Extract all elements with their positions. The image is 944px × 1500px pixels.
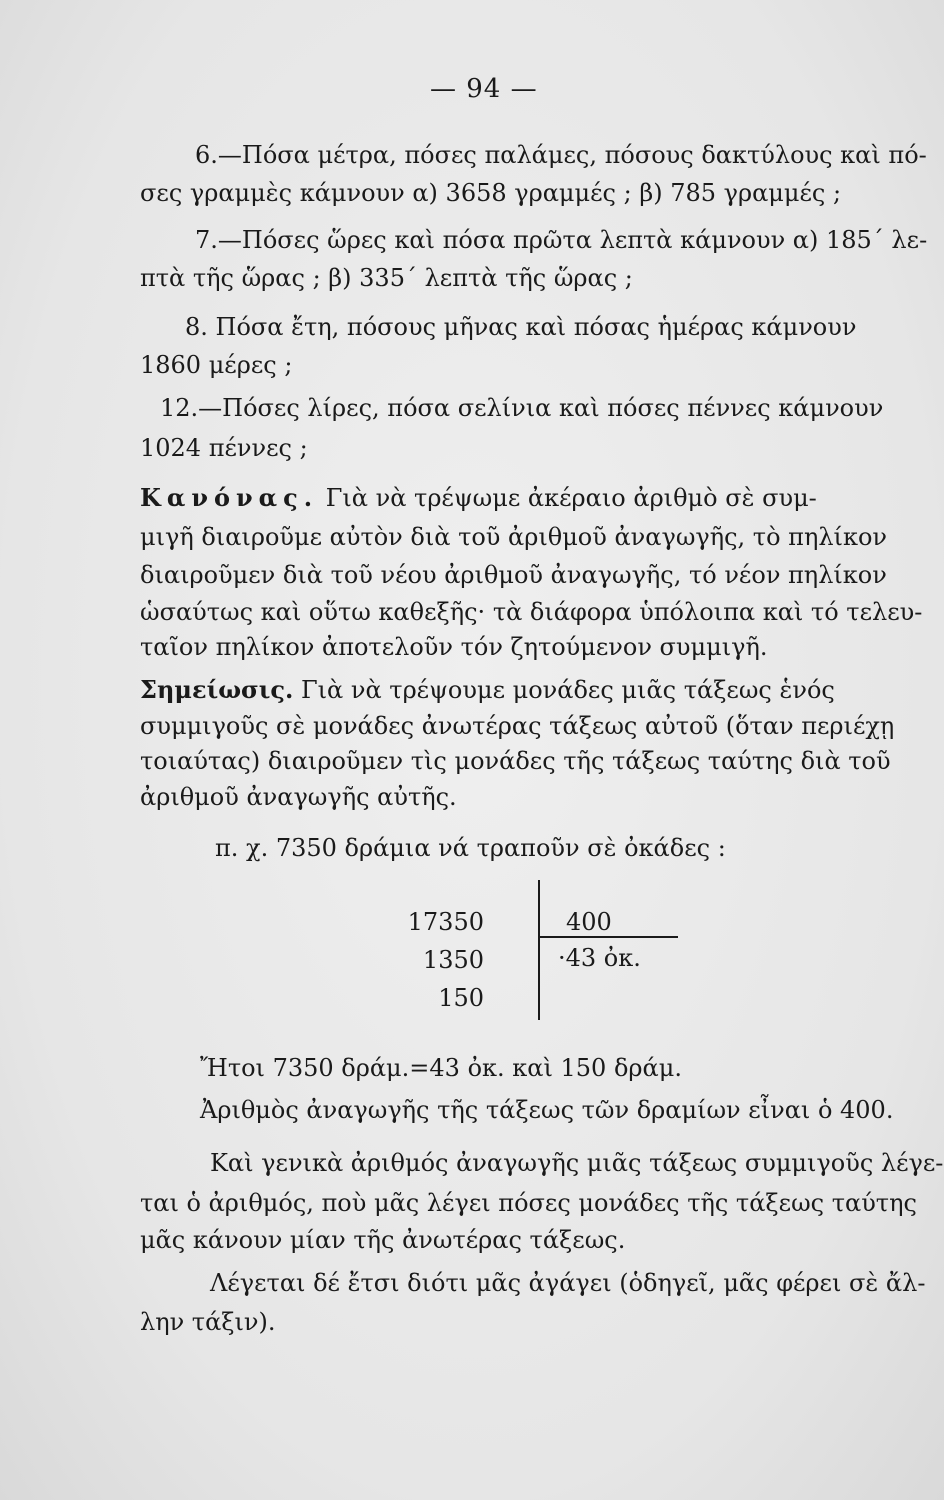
- division-quotient: ·43 ὀκ.: [558, 944, 641, 972]
- example-intro: π. χ. 7350 δράμια νά τραποῦν σὲ ὀκάδες :: [215, 834, 726, 862]
- rule-line-2: μιγῆ διαιροῦμε αὐτὸν διὰ τοῦ ἀριθμοῦ ἀναγωγῆς, τὸ πηλίκον: [140, 523, 887, 551]
- exercise-8-line-2: 1860 μέρες ;: [140, 351, 293, 379]
- result-line-2: Ἀριθμὸς ἀναγωγῆς τῆς τάξεως τῶν δραμίων εἶναι ὁ 400.: [200, 1096, 894, 1124]
- rule-line-1: Γιὰ νὰ τρέψωμε ἀκέραιο ἀριθμὸ σὲ συμ-: [325, 484, 817, 512]
- rule-line-4: ὡσαύτως καὶ οὕτω καθεξῆς· τὰ διάφορα ὑπόλοιπα καὶ τό τελευ-: [140, 598, 923, 626]
- general-line-3: μᾶς κάνουν μίαν τῆς ἀνωτέρας τάξεως.: [140, 1226, 626, 1254]
- exercise-7-line-1: 7.—Πόσες ὥρες καὶ πόσα πρῶτα λεπτὰ κάμνουν α) 185΄ λε-: [195, 226, 928, 254]
- general-line-1: Καὶ γενικὰ ἀριθμός ἀναγωγῆς μιᾶς τάξεως συμμιγοῦς λέγε-: [210, 1149, 944, 1177]
- general-line-2: ται ὁ ἀριθμός, ποὺ μᾶς λέγει πόσες μονάδες τῆς τάξεως ταύτης: [140, 1189, 917, 1217]
- note-line-2: συμμιγοῦς σὲ μονάδες ἀνωτέρας τάξεως αὐτοῦ (ὅταν περιέχῃ: [140, 712, 895, 740]
- rule-line-3: διαιροῦμεν διὰ τοῦ νέου ἀριθμοῦ ἀναγωγῆς, τό νέον πηλίκον: [140, 561, 887, 589]
- note-heading: Σημείωσις.: [140, 675, 294, 704]
- rule-first-line: [140, 483, 817, 513]
- result-line-1: Ἤτοι 7350 δράμ.=43 ὀκ. καὶ 150 δράμ.: [200, 1054, 682, 1082]
- exercise-6-line-1: 6.—Πόσα μέτρα, πόσες παλάμες, πόσους δακτύλους καὶ πό-: [195, 141, 927, 169]
- note-line-4: ἀριθμοῦ ἀναγωγῆς αὐτῆς.: [140, 783, 457, 811]
- note-line-3: τοιαύτας) διαιροῦμεν τὶς μονάδες τῆς τάξεως ταύτης διὰ τοῦ: [140, 747, 891, 775]
- exercise-6-line-2: σες γραμμὲς κάμνουν α) 3658 γραμμές ; β) 785 γραμμές ;: [140, 179, 842, 207]
- division-dividend: 17350: [407, 908, 484, 936]
- division-divisor: 400: [566, 908, 612, 936]
- division-vertical-line: [538, 880, 540, 1020]
- exercise-12-line-1: 12.—Πόσες λίρες, πόσα σελίνια καὶ πόσες πέννες κάμνουν: [160, 394, 884, 422]
- note-line-1: Γιὰ νὰ τρέψουμε μονάδες μιᾶς τάξεως ἑνός: [300, 676, 835, 704]
- rule-line-5: ταῖον πηλίκον ἀποτελοῦν τόν ζητούμενον συμμιγῆ.: [140, 633, 768, 661]
- exercise-12-line-2: 1024 πέννες ;: [140, 434, 308, 462]
- rule-heading: Κανόνας.: [140, 483, 319, 512]
- closing-line-1: Λέγεται δέ ἔτσι διότι μᾶς ἀγάγει (ὁδηγεῖ, μᾶς φέρει σὲ ἄλ-: [210, 1269, 926, 1297]
- exercise-7-line-2: πτὰ τῆς ὥρας ; β) 335΄ λεπτὰ τῆς ὥρας ;: [140, 264, 633, 292]
- page-number: — 94 —: [430, 74, 538, 104]
- exercise-8-line-1: 8. Πόσα ἔτη, πόσους μῆνας καὶ πόσας ἡμέρας κάμνουν: [185, 313, 857, 341]
- closing-line-2: λην τάξιν).: [140, 1308, 276, 1336]
- long-division: [400, 880, 690, 1025]
- division-step: 1350: [422, 946, 484, 974]
- division-remainder: 150: [438, 984, 484, 1012]
- note-first-line: [140, 675, 835, 705]
- division-horizontal-line: [538, 936, 678, 938]
